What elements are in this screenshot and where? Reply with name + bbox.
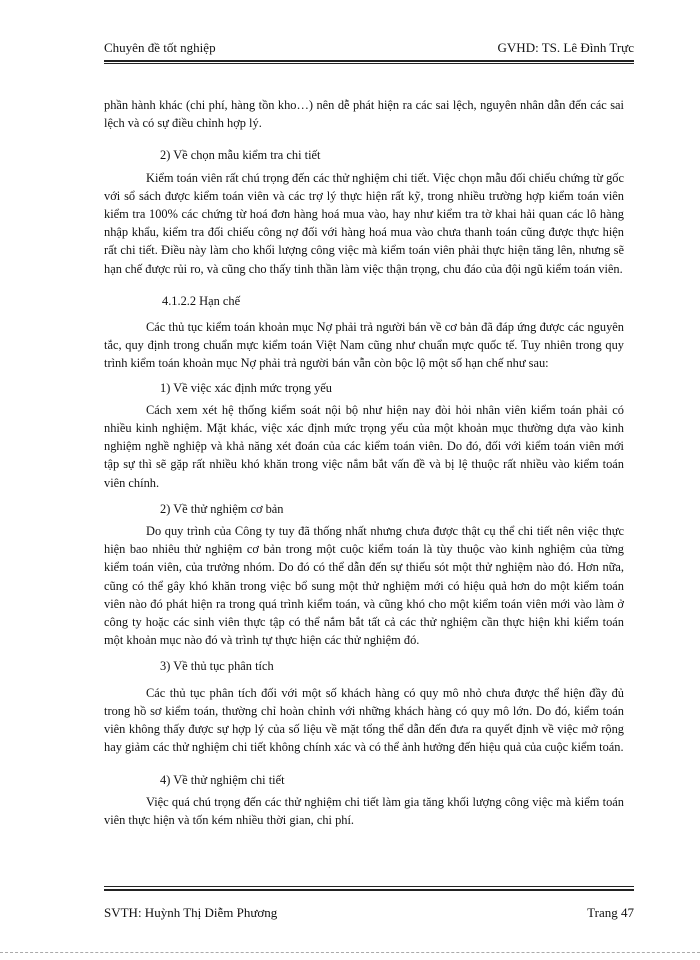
- footer-rule: [104, 889, 634, 891]
- heading-substantive-tests: 2) Về thử nghiệm cơ bản: [160, 501, 284, 516]
- heading-analytical-procedures: 3) Về thủ tục phân tích: [160, 659, 274, 674]
- heading-detail-tests: 4) Về thử nghiệm chi tiết: [160, 772, 285, 787]
- paragraph-analytical-procedures: Các thủ tục phân tích đối với một số khách hàng có quy mô nhỏ chưa được thể hiện đầy đủ trong hồ sơ kiểm toán, thường chỉ hoàn chỉnh với những khách hàng có quy mô lớn. Do đó, kiểm toán viên không thấy được sự hợp lý của số liệu về mặt tổng thể dẫn đến đưa ra quyết định về việc mở rộng hay giảm các thử nghiệm chi tiết không chính xác và có thể ảnh hưởng đến hiệu quả của cuộc kiểm toán.: [104, 685, 624, 755]
- page-header: [104, 40, 634, 60]
- footer-author: SVTH: Huỳnh Thị Diễm Phương: [104, 905, 278, 920]
- header-title: Chuyên đề tốt nghiệp: [104, 40, 216, 55]
- section-heading-limitations: 4.1.2.2 Hạn chế: [162, 293, 241, 308]
- header-rule: [104, 60, 634, 62]
- header-advisor: GVHD: TS. Lê Đình Trực: [497, 40, 634, 55]
- paragraph-continuation: phần hành khác (chi phí, hàng tồn kho…) nên dễ phát hiện ra các sai lệch, nguyên nhân dẫn đến các sai lệch và có sự điều chỉnh hợp lý.: [104, 98, 624, 131]
- heading-sample-selection: 2) Về chọn mẫu kiểm tra chi tiết: [160, 148, 321, 163]
- paragraph-sample-selection: Kiểm toán viên rất chú trọng đến các thử nghiệm chi tiết. Việc chọn mẫu đối chiếu chứng từ gốc với sổ sách được kiểm toán viên và các trợ lý thực hiện rất kỹ, trong nhiều trường hợp kiểm toán viên kiểm tra 100% các chứng từ hoá đơn hàng hoá mua vào, hay như kiểm tra tờ khai hải quan các lô hàng nhập khẩu, kiểm tra đối chiếu công nợ đối với hàng hoá mua vào chưa thanh toán cũng được thực hiện rất chi tiết. Điều này làm cho khối lượng công việc mà kiểm toán viên phải thực hiện tăng lên, nhưng sẽ hạn chế được rủi ro, và cũng cho thấy tinh thần làm việc thận trọng, chu đáo của đội ngũ kiểm toán viên.: [104, 170, 624, 276]
- page-break-line: [0, 952, 700, 953]
- heading-materiality: 1) Về việc xác định mức trọng yếu: [160, 380, 332, 395]
- header-rule-thin: [104, 63, 634, 64]
- paragraph-limitations-intro: Các thủ tục kiểm toán khoản mục Nợ phải trả người bán về cơ bản đã đáp ứng được các nguyên tắc, quy định trong chuẩn mực kiểm toán Việt Nam cũng như chuẩn mực quốc tế. Tuy nhiên trong quy trình kiểm toán khoản mục Nợ phải trả người bán vẫn còn bộc lộ một số hạn chế như sau:: [104, 320, 624, 371]
- page-number: Trang 47: [587, 905, 634, 920]
- paragraph-detail-tests: Việc quá chú trọng đến các thử nghiệm chi tiết làm gia tăng khối lượng công việc mà kiểm toán viên thực hiện và tốn kém nhiều thời gian, chi phí.: [104, 794, 624, 827]
- paragraph-substantive-tests: Do quy trình của Công ty tuy đã thống nhất nhưng chưa được thật cụ thể chi tiết nên việc thực hiện bao nhiêu thử nghiệm cơ bản trong một cuộc kiểm toán là tùy thuộc vào kinh nghiệm của từng kiểm toán viên, của trưởng nhóm. Do đó có thể dẫn đến sự thiếu sót một thử nghiệm nào đó. Hơn nữa, cũng có thể gây khó khăn trong việc bổ sung một thử nghiệm mới có hiệu quả hơn do một kiểm toán viên nào đó phát hiện ra trong quá trình kiểm toán, và cũng khó cho một kiểm toán viên mới vào làm ở công ty hoặc các sinh viên thực tập có thể nắm bắt tất cả các thử nghiệm cần thực hiện khi kiểm toán một khoản mục nào đó và trình tự thực hiện các thử nghiệm đó.: [104, 524, 624, 648]
- page-footer: [104, 905, 634, 925]
- paragraph-materiality: Cách xem xét hệ thống kiểm soát nội bộ như hiện nay đòi hỏi nhân viên kiểm toán phải có nhiều kinh nghiệm. Mặt khác, việc xác định mức trọng yếu của một khoản mục thường dựa vào kinh nghiệm nghề nghiệp và khả năng xét đoán của các kiểm toán viên. Do đó, đối với kiểm toán viên mới tập sự thì sẽ gặp rất nhiều khó khăn trong việc nắm bắt vấn đề và bị lệ thuộc rất nhiều vào kiểm toán viên chính.: [104, 402, 624, 490]
- page-body: [104, 96, 624, 829]
- footer-rule-thin: [104, 886, 634, 887]
